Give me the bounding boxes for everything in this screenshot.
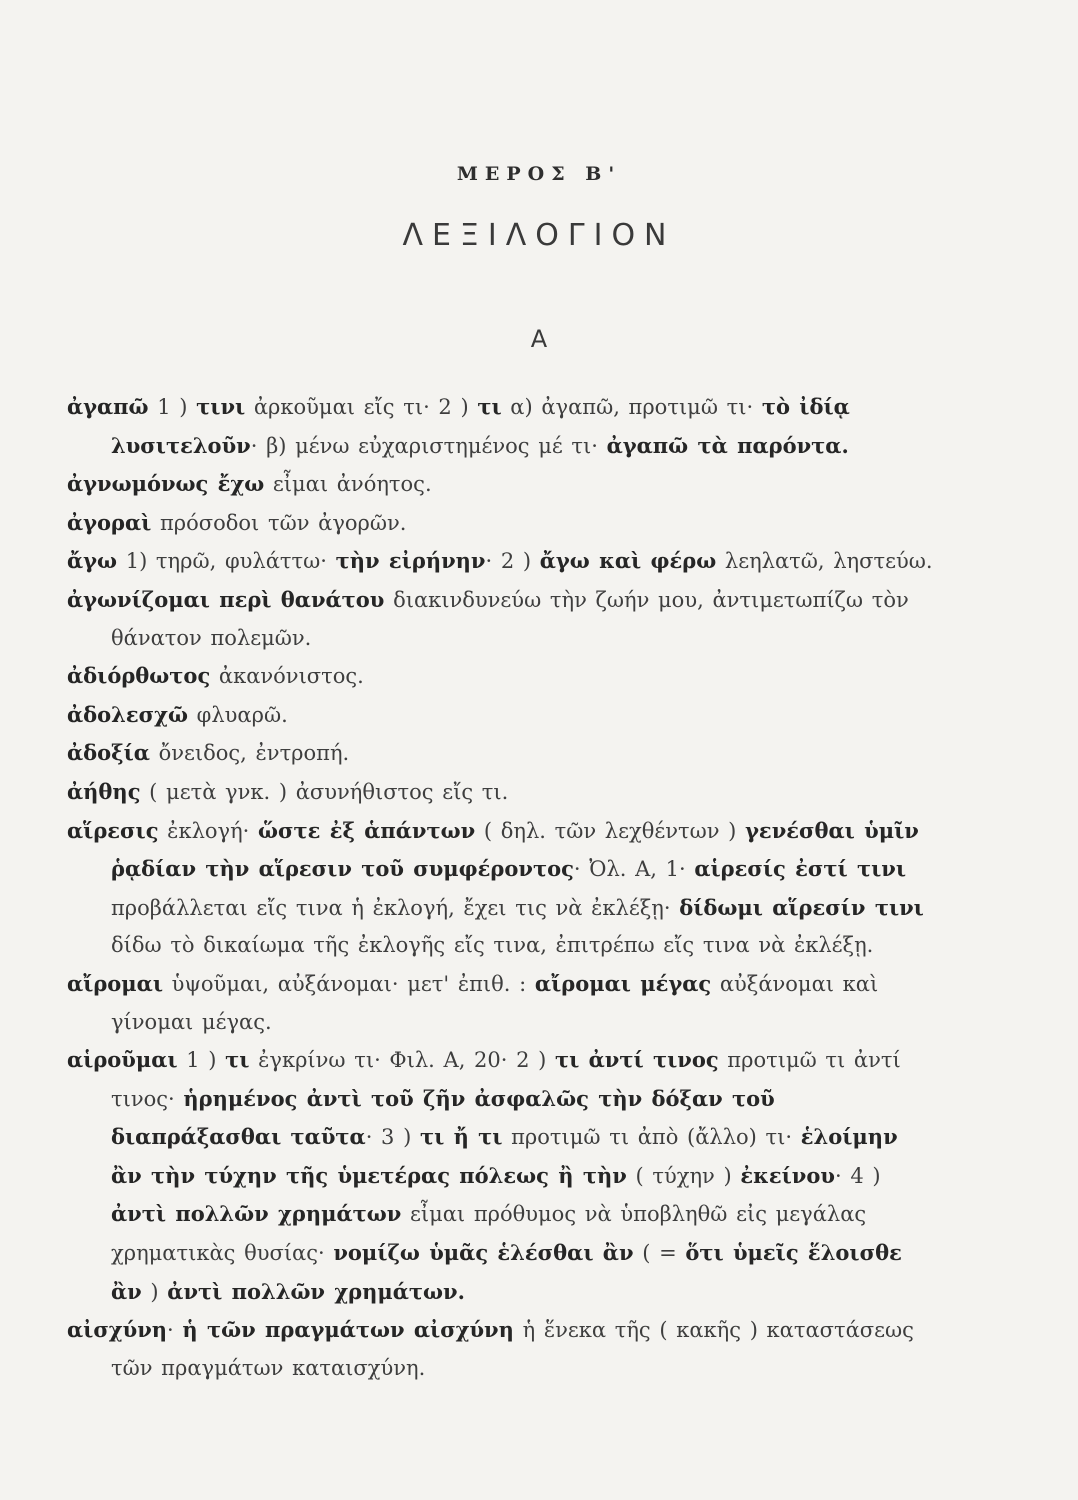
entry-phrase: ἐκείνου — [740, 1162, 835, 1188]
entry-headword: ἀδοξία — [67, 740, 150, 766]
entry-gloss: ( = — [633, 1241, 686, 1266]
entry-phrase: αἴρομαι μέγας — [534, 970, 712, 996]
entry-phrase: νομίζω ὑμᾶς ἑλέσθαι ἂν — [333, 1240, 634, 1266]
dictionary-entry — [67, 1311, 937, 1387]
entry-gloss: προτιμῶ τι ἀπὸ (ἄλλο) τι· — [502, 1125, 801, 1150]
entry-phrase: τὸ ἰδίᾳ λυσιτελοῦν — [111, 394, 850, 458]
entry-phrase: τι — [477, 394, 502, 419]
entry-list — [67, 388, 937, 1387]
entry-headword: ἄγω — [67, 548, 118, 574]
entry-phrase: ἡ τῶν πραγμάτων αἰσχύνη — [182, 1317, 514, 1343]
dictionary-entry — [67, 388, 937, 465]
entry-gloss: διακινδυνεύω τὴν ζωήν μου, ἀντιμετωπίζω τὸν θάνατον πολεμῶν. — [111, 587, 909, 650]
entry-gloss: ( τύχην ) — [626, 1163, 741, 1188]
entry-phrase: τὴν εἰρήνην — [335, 548, 486, 574]
entry-headword: ἀδολεσχῶ — [67, 701, 188, 727]
dictionary-entry — [67, 581, 937, 657]
entry-headword: αἴρομαι — [67, 970, 163, 996]
entry-gloss: 1) τηρῶ, φυλάττω· — [117, 549, 336, 574]
entry-phrase: ἑλοίμην ἂν τὴν τύχην τῆς ὑμετέρας πόλεως ἢ τὴν — [111, 1124, 898, 1188]
entry-phrase: τι ἀντί τινος — [555, 1047, 719, 1073]
entry-phrase: ἡρημένος ἀντὶ τοῦ ζῆν ἀσφαλῶς τὴν δόξαν τοῦ διαπράξασθαι ταῦτα — [111, 1085, 775, 1150]
dictionary-entry — [67, 965, 937, 1041]
entry-gloss: 1 ) — [148, 395, 197, 419]
entry-phrase: ὥστε ἐξ ἁπάντων — [258, 817, 476, 843]
entry-phrase: ἄγω καὶ φέρω — [539, 548, 717, 574]
dictionary-entry — [67, 504, 937, 543]
entry-headword: ἀγοραὶ — [67, 509, 152, 535]
letter-heading: Α — [530, 325, 548, 353]
entry-gloss: ( μετὰ γνκ. ) ἀσυνήθιστος εἴς τι. — [140, 779, 509, 804]
dictionary-entry — [67, 542, 937, 581]
part-heading: ΜΕΡΟΣ Β' — [456, 163, 622, 185]
entry-gloss: ἀκανόνιστος. — [210, 664, 364, 689]
entry-gloss: ( δηλ. τῶν λεχθέντων ) — [475, 818, 746, 843]
entry-phrase: δίδωμι αἵρεσίν τινι — [679, 894, 924, 920]
dictionary-entry — [67, 465, 937, 504]
entry-gloss: · 4 ) — [834, 1163, 881, 1188]
entry-gloss: προβάλλεται εἴς τινα ἡ ἐκλογή, ἔχει τις νὰ ἐκλέξῃ· — [111, 895, 680, 920]
entry-gloss: αὐξάνομαι καὶ γίνομαι μέγας. — [111, 971, 879, 1034]
dictionary-entry — [67, 696, 937, 735]
entry-gloss: · — [167, 1318, 183, 1343]
entry-gloss: ἡ ἕνεκα τῆς ( κακῆς ) καταστάσεως τῶν πραγμάτων καταισχύνη. — [111, 1318, 914, 1380]
entry-headword: ἀγαπῶ — [67, 394, 149, 419]
entry-gloss: φλυαρῶ. — [187, 702, 288, 727]
entry-headword: ἀήθης — [67, 778, 141, 804]
entry-gloss: δίδω τὸ δικαίωμα τῆς ἐκλογῆς εἴς τινα, ἐπιτρέπω εἴς τινα νὰ ἐκλέξῃ. — [111, 933, 874, 958]
entry-gloss: ἐγκρίνω τι· Φιλ. Α, 20· 2 ) — [249, 1048, 556, 1073]
dictionary-entry — [67, 812, 937, 965]
entry-gloss: · 3 ) — [365, 1125, 420, 1150]
entry-gloss: · 2 ) — [485, 549, 540, 574]
entry-gloss: α) ἀγαπῶ, προτιμῶ τι· — [501, 395, 762, 419]
lexicon-title: ΛΕΞΙΛΟΓΙΟΝ — [402, 218, 676, 253]
entry-gloss: εἶμαι πρόθυμος νὰ ὑποβληθῶ εἰς μεγάλας χρηματικὰς θυσίας· — [111, 1202, 867, 1266]
entry-headword: αἵρεσις — [67, 817, 159, 843]
entry-phrase: αἱρεσίς ἐστί τινι — [694, 856, 907, 882]
dictionary-entry — [67, 1041, 937, 1311]
entry-phrase: γενέσθαι ὑμῖν ῥᾳδίαν τὴν αἵρεσιν τοῦ συμφέροντος — [111, 817, 919, 882]
entry-gloss: ὑψοῦμαι, αὐξάνομαι· μετ' ἐπιθ. : — [163, 971, 535, 996]
entry-gloss: · Ὀλ. Α, 1· — [573, 857, 695, 882]
entry-gloss: ὄνειδος, ἐντροπή. — [149, 741, 350, 766]
entry-phrase: ἀντὶ πολλῶν χρημάτων — [111, 1201, 402, 1227]
entry-phrase: ἀντὶ πολλῶν χρημάτων. — [167, 1278, 465, 1304]
entry-headword: ἀγνωμόνως ἔχω — [67, 471, 265, 497]
entry-phrase: τι ἤ τι — [419, 1124, 503, 1150]
entry-headword: ἀδιόρθωτος — [67, 663, 211, 689]
entry-headword: αἰσχύνη — [67, 1317, 168, 1343]
entry-gloss: προτιμῶ τι ἀντί τινος· — [111, 1048, 901, 1111]
entry-gloss: · β) μένω εὐχαριστημένος μέ τι· — [250, 433, 607, 458]
dictionary-entry — [67, 773, 937, 812]
entry-gloss: πρόσοδοι τῶν ἀγορῶν. — [151, 510, 407, 535]
entry-phrase: ὅτι ὑμεῖς ἕλοισθε ἂν — [111, 1240, 902, 1304]
dictionary-entry — [67, 657, 937, 696]
entry-phrase: τι — [225, 1047, 250, 1073]
dictionary-entry — [67, 734, 937, 773]
entry-gloss: εἶμαι ἀνόητος. — [264, 472, 432, 497]
entry-phrase: ἀγαπῶ τὰ παρόντα. — [606, 432, 849, 458]
entry-headword: αἱροῦμαι — [67, 1047, 178, 1073]
entry-phrase: τινι — [196, 394, 246, 419]
entry-gloss: ἐκλογή· — [158, 818, 259, 843]
entry-gloss: λεηλατῶ, ληστεύω. — [716, 549, 933, 574]
entry-gloss: ἀρκοῦμαι εἴς τι· 2 ) — [245, 395, 478, 419]
entry-gloss: 1 ) — [177, 1048, 226, 1073]
entry-gloss: ) — [141, 1279, 168, 1304]
entry-headword: ἀγωνίζομαι περὶ θανάτου — [67, 586, 385, 612]
